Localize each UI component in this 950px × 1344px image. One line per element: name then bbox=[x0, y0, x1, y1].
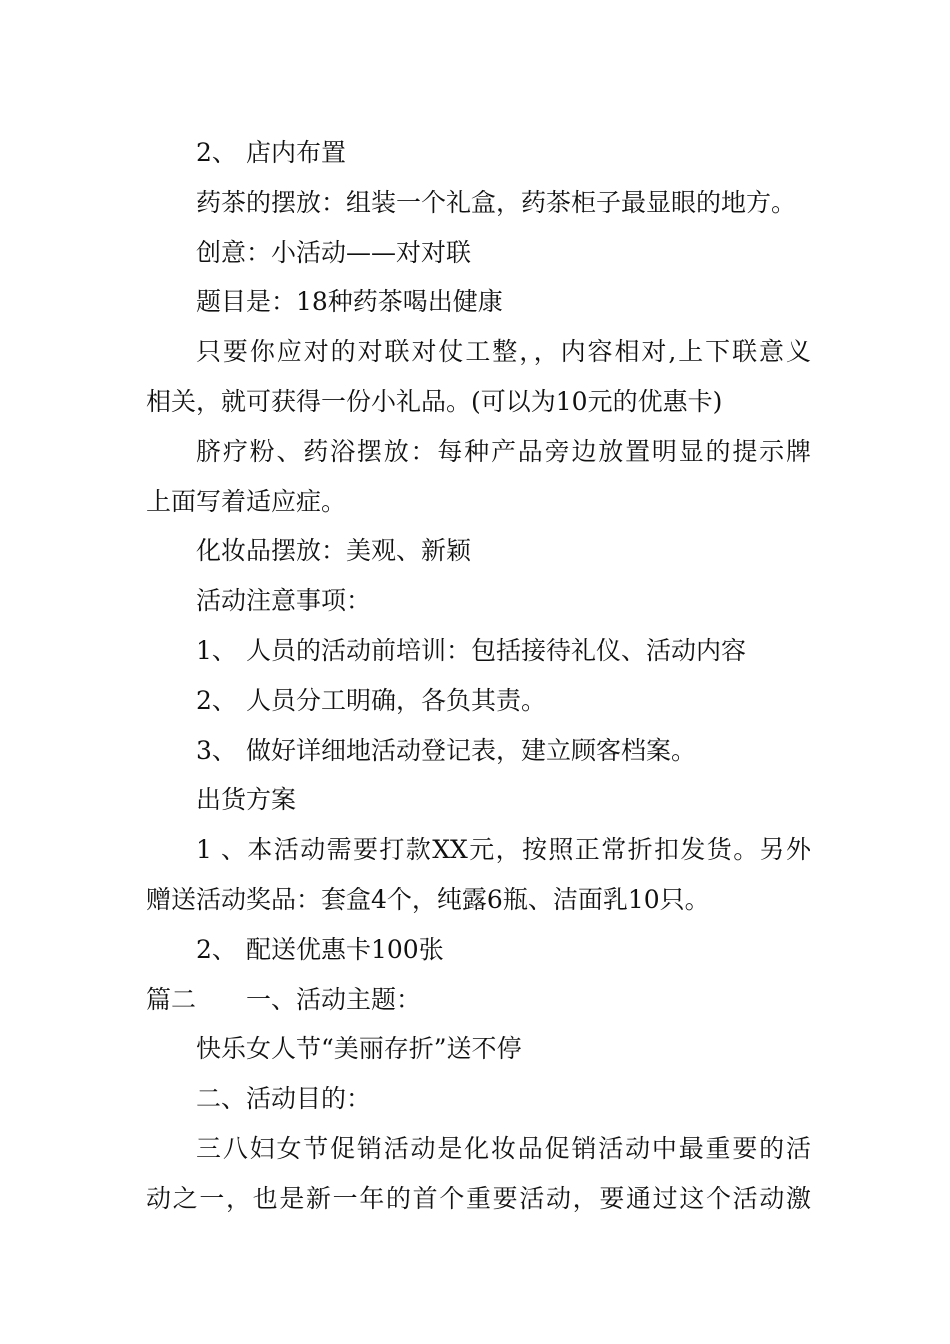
numbered-item bbox=[146, 825, 811, 875]
item-text: 配送优惠卡100张 bbox=[246, 934, 444, 964]
item-text: 店内布置 bbox=[246, 138, 347, 167]
paragraph-line: 脐疗粉、药浴摆放：每种产品旁边放置明显的提示牌 bbox=[196, 436, 811, 466]
item-number: 2、 bbox=[196, 934, 237, 964]
paragraph-line: 药茶的摆放：组装一个礼盒，药茶柜子最显眼的地方。 bbox=[196, 187, 797, 217]
item-number: 3、 bbox=[196, 735, 237, 765]
section-heading: 二、活动目的： bbox=[196, 1084, 372, 1114]
paragraph-line: 化妆品摆放：美观、新颖 bbox=[196, 536, 472, 566]
paragraph-line: 三八妇女节促销活动是化妆品促销活动中最重要的活 bbox=[196, 1133, 811, 1163]
paragraph-line: 快乐女人节“美丽存折”送不停 bbox=[196, 1034, 522, 1064]
chapter-heading-text: 一、活动主题： bbox=[246, 984, 422, 1014]
item-text: 人员的活动前培训：包括接待礼仪、活动内容 bbox=[246, 635, 747, 665]
paragraph-line: 相关，就可获得一份小礼品。(可以为10元的优惠卡) bbox=[146, 386, 723, 416]
numbered-item bbox=[146, 626, 811, 676]
chapter-label: 篇二 bbox=[146, 984, 197, 1014]
paragraph-line: 动之一，也是新一年的首个重要活动，要通过这个活动激 bbox=[146, 1183, 811, 1213]
paragraph-line: 只要你应对的对联对仗工整，，内容相对,上下联意义 bbox=[196, 337, 811, 367]
document-body bbox=[146, 128, 811, 1224]
item-text: 做好详细地活动登记表，建立顾客档案。 bbox=[246, 735, 697, 765]
chapter-heading bbox=[146, 975, 811, 1025]
item-number: 2、 bbox=[196, 138, 237, 167]
item-number: 1、 bbox=[196, 835, 246, 865]
numbered-item bbox=[146, 128, 811, 178]
paragraph-line: 赠送活动奖品：套盒4个，纯露6瓶、洁面乳10只。 bbox=[146, 884, 710, 914]
numbered-item bbox=[146, 726, 811, 776]
section-heading: 活动注意事项： bbox=[196, 586, 372, 616]
section-heading: 出货方案 bbox=[196, 785, 297, 815]
item-number: 1、 bbox=[196, 635, 237, 665]
item-text: 人员分工明确，各负其责。 bbox=[246, 685, 547, 715]
paragraph-line: 题目是：18种药茶喝出健康 bbox=[196, 287, 503, 317]
paragraph-line: 创意：小活动——对对联 bbox=[196, 237, 472, 267]
item-number: 2、 bbox=[196, 685, 237, 715]
paragraph-line: 上面写着适应症。 bbox=[146, 486, 347, 516]
numbered-item bbox=[146, 925, 811, 975]
item-text: 本活动需要打款XX元，按照正常折扣发货。另外 bbox=[246, 835, 811, 865]
numbered-item bbox=[146, 676, 811, 726]
